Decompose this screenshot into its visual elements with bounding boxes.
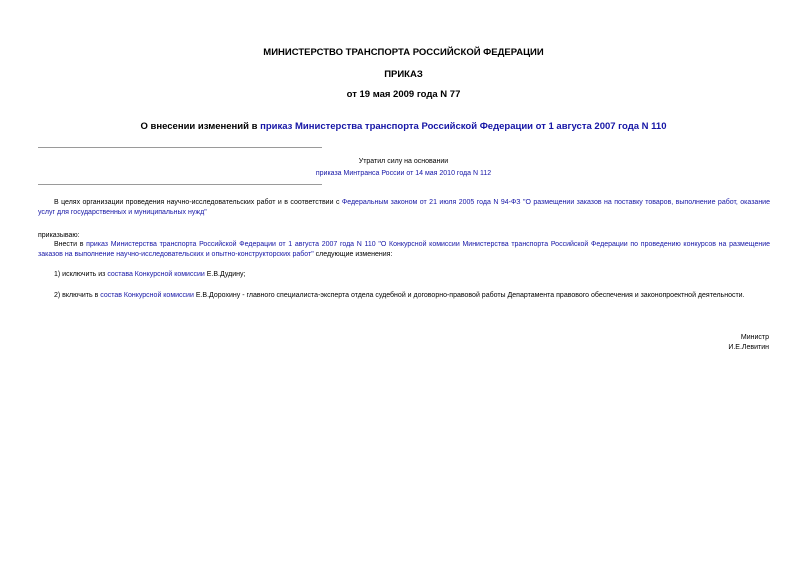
doc-type-heading: ПРИКАЗ — [384, 69, 423, 80]
preamble-paragraph — [38, 198, 770, 218]
preamble-prefix: В целях организации проведения научно-исследовательских работ и в соответствии с — [54, 199, 342, 206]
item1-suffix: Е.В.Дудину; — [204, 271, 246, 278]
commission-composition-link-2[interactable]: состав Конкурсной комиссии — [100, 292, 194, 299]
status-note-line: Утратил силу на основании — [358, 158, 449, 165]
item0-suffix: следующие изменения: — [313, 251, 393, 258]
federal-law-link[interactable]: Федеральным законом от 21 июля 2005 года N 94-ФЗ "О размещении заказов на поставку товаров, выполнение работ, оказание услуг для государственных и муниципальных нужд" — [38, 199, 770, 216]
item2-paragraph — [38, 291, 770, 301]
signature-position: Министр — [740, 334, 769, 341]
item2-prefix: 2) включить в — [54, 292, 101, 299]
order-110-link[interactable]: приказ Министерства транспорта Российской Федерации от 1 августа 2007 года N 110 "О Конкурсной комиссии Министерства транспорта Российской Федерации по проведению конкурсов на размещение заказов на выполнение научно-исследовательских и опытно-конструкторских работ" — [38, 241, 771, 258]
item1-prefix: 1) исключить из — [54, 271, 108, 278]
ministry-heading: МИНИСТЕРСТВО ТРАНСПОРТА РОССИЙСКОЙ ФЕДЕРАЦИИ — [263, 47, 544, 58]
item1-paragraph — [38, 270, 770, 280]
doc-title — [0, 121, 807, 132]
bottom-divider — [38, 184, 322, 185]
item0-prefix: Внести в — [54, 241, 87, 248]
status-note-link-wrap — [0, 170, 807, 177]
doc-date-number: от 19 мая 2009 года N 77 — [346, 89, 461, 100]
order-word: приказываю: — [38, 232, 80, 239]
signature-name: И.Е.Левитин — [728, 344, 769, 351]
status-note-link[interactable]: приказа Минтранса России от 14 мая 2010 года N 112 — [315, 170, 492, 177]
top-divider — [38, 147, 322, 148]
doc-title-link[interactable]: приказ Министерства транспорта Российской Федерации от 1 августа 2007 года N 110 — [260, 121, 667, 132]
commission-composition-link-1[interactable]: состава Конкурсной комиссии — [107, 271, 205, 278]
item2-suffix: Е.В.Дорохину - главного специалиста-эксперта отдела судебной и договорно-правовой работы Департамента правового обеспечения и законопроектной деятельности. — [193, 292, 745, 299]
item0-paragraph — [38, 240, 770, 260]
doc-title-prefix: О внесении изменений в — [140, 121, 261, 132]
